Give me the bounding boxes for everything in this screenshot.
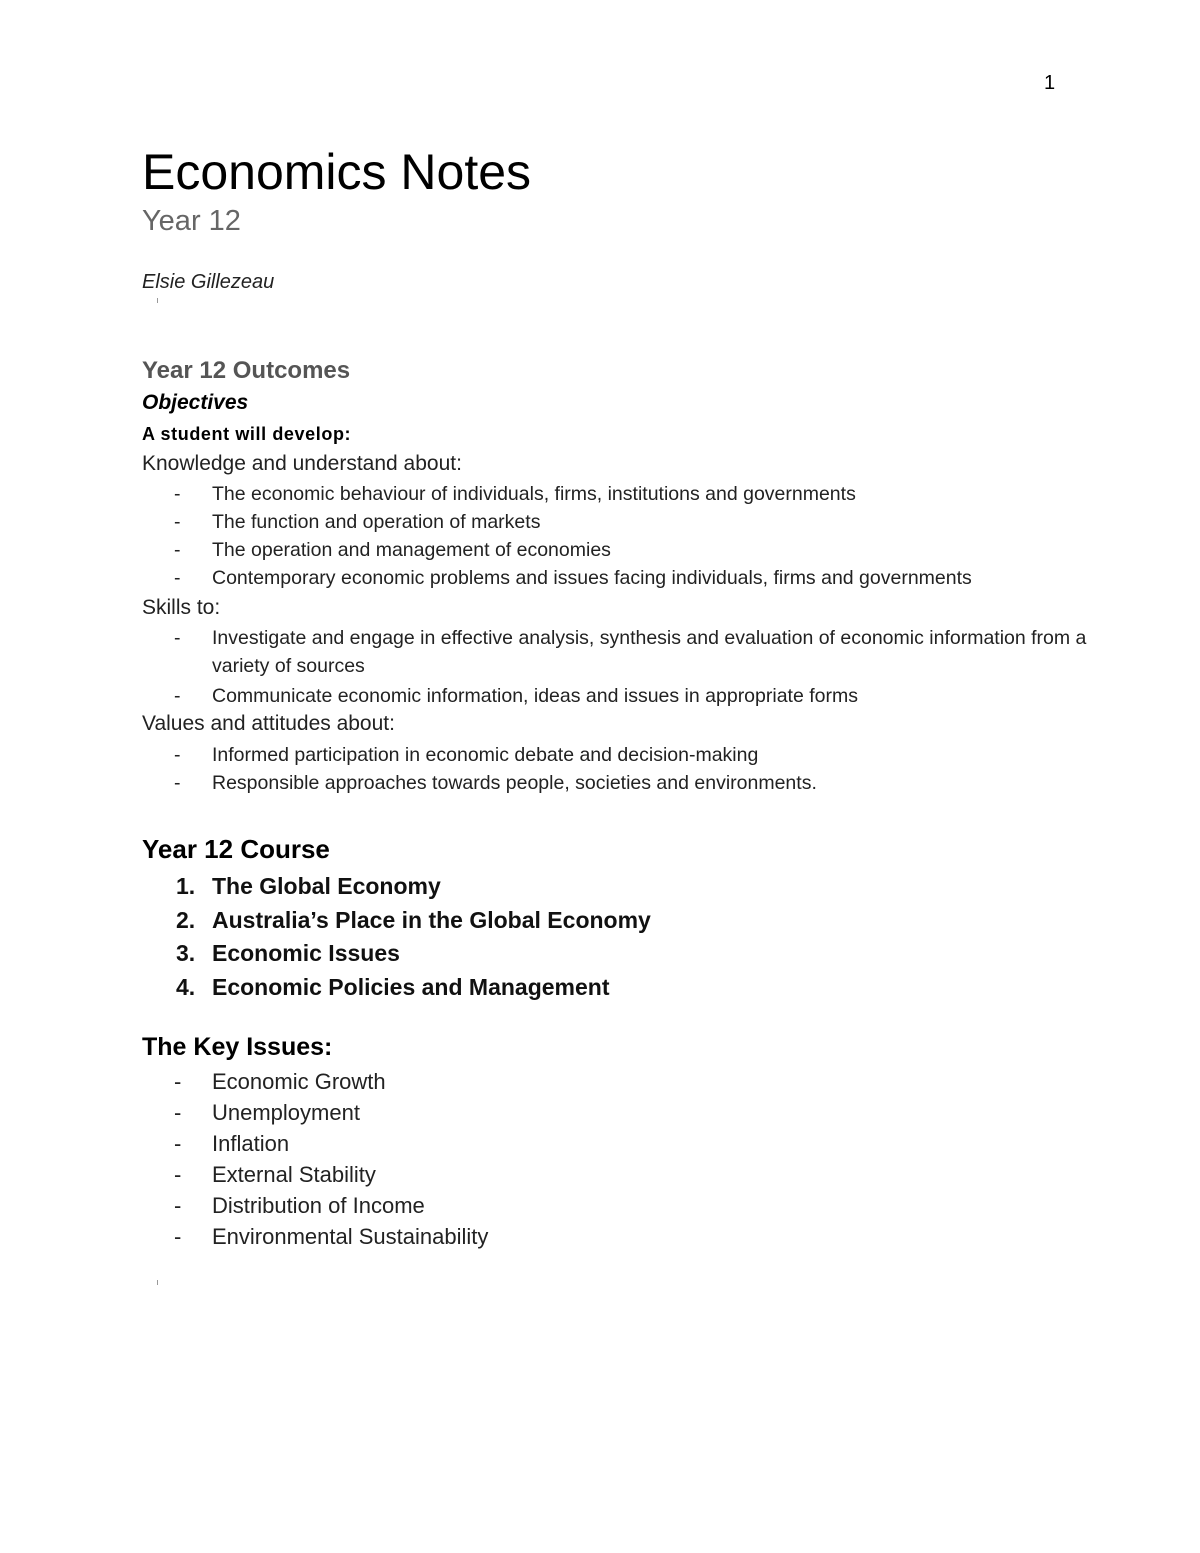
list-item: - Investigate and engage in effective analysis, synthesis and evaluation of economic information from a variety of sources xyxy=(174,627,1087,677)
objectives-label: Objectives xyxy=(142,391,249,414)
course-list xyxy=(142,870,651,1004)
knowledge-label: Knowledge and understand about: xyxy=(142,452,462,475)
list-item: - Economic Growth xyxy=(174,1069,386,1094)
list-item: - Inflation xyxy=(174,1131,290,1156)
document-subtitle: Year 12 xyxy=(142,205,241,237)
list-item: - Environmental Sustainability xyxy=(174,1224,489,1249)
divider-mark xyxy=(157,298,158,303)
list-item: - The economic behaviour of individuals, firms, institutions and governments xyxy=(174,483,856,505)
student-label: A student will develop: xyxy=(142,424,352,444)
page-number: 1 xyxy=(1044,72,1056,94)
list-item: - Informed participation in economic debate and decision-making xyxy=(174,744,759,766)
list-item: - Contemporary economic problems and issues facing individuals, firms and governments xyxy=(174,567,972,589)
values-label: Values and attitudes about: xyxy=(142,712,395,735)
skills-list xyxy=(142,624,1092,710)
key-issues-heading: The Key Issues: xyxy=(142,1033,333,1061)
knowledge-list xyxy=(142,480,972,592)
list-item: - Unemployment xyxy=(174,1100,360,1125)
list-item: - The function and operation of markets xyxy=(174,511,541,533)
list-item: - Responsible approaches towards people, societies and environments. xyxy=(174,772,817,794)
list-item: 4. Economic Policies and Management xyxy=(176,973,610,1000)
list-item: - Distribution of Income xyxy=(174,1193,425,1218)
outcomes-heading: Year 12 Outcomes xyxy=(142,357,351,384)
list-item: 1. The Global Economy xyxy=(176,873,441,899)
list-item: - External Stability xyxy=(174,1162,376,1187)
author-name: Elsie Gillezeau xyxy=(142,271,275,293)
list-item: 2. Australia’s Place in the Global Economy xyxy=(176,906,651,933)
list-item: - Communicate economic information, ideas and issues in appropriate forms xyxy=(174,685,858,707)
values-list xyxy=(142,741,817,797)
skills-label: Skills to: xyxy=(142,596,221,619)
list-item: 3. Economic Issues xyxy=(176,940,400,966)
key-issues-list xyxy=(142,1066,488,1252)
course-heading: Year 12 Course xyxy=(142,834,330,864)
divider-mark xyxy=(157,1280,158,1285)
list-item: - The operation and management of economies xyxy=(174,539,611,561)
document-title: Economics Notes xyxy=(142,144,532,200)
